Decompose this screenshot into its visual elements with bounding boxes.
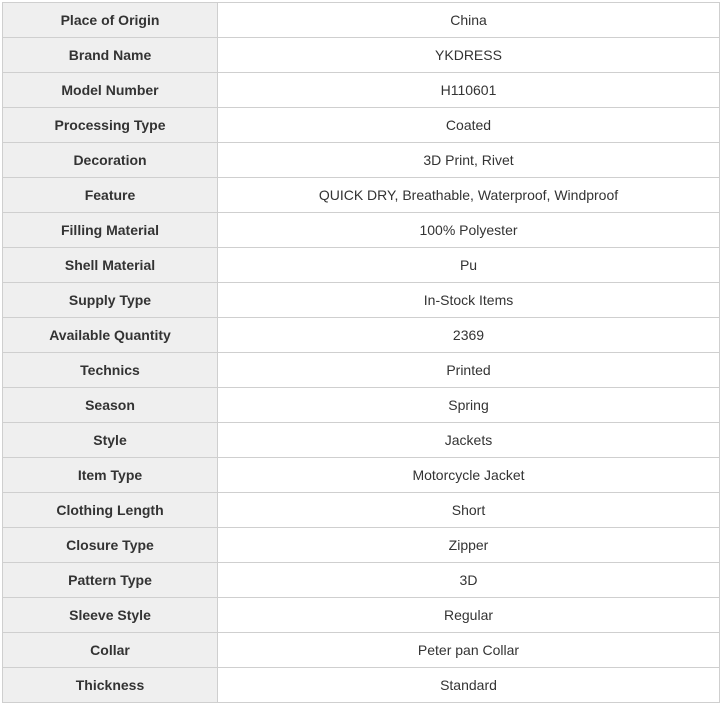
spec-table-body (3, 3, 720, 703)
table-row (3, 108, 720, 143)
spec-value: Pu (218, 248, 720, 283)
spec-value: Standard (218, 668, 720, 703)
spec-label: Thickness (3, 668, 218, 703)
spec-label: Pattern Type (3, 563, 218, 598)
table-row (3, 668, 720, 703)
table-row (3, 493, 720, 528)
spec-label: Processing Type (3, 108, 218, 143)
spec-label: Clothing Length (3, 493, 218, 528)
table-row (3, 213, 720, 248)
spec-label: Feature (3, 178, 218, 213)
spec-value: 3D Print, Rivet (218, 143, 720, 178)
spec-label: Decoration (3, 143, 218, 178)
spec-value: Jackets (218, 423, 720, 458)
table-row (3, 598, 720, 633)
spec-label: Closure Type (3, 528, 218, 563)
spec-value: Zipper (218, 528, 720, 563)
table-row (3, 423, 720, 458)
spec-label: Supply Type (3, 283, 218, 318)
spec-label: Brand Name (3, 38, 218, 73)
table-row (3, 318, 720, 353)
spec-value: QUICK DRY, Breathable, Waterproof, Windproof (218, 178, 720, 213)
spec-value: Short (218, 493, 720, 528)
spec-label: Available Quantity (3, 318, 218, 353)
table-row (3, 633, 720, 668)
spec-label: Season (3, 388, 218, 423)
spec-label: Technics (3, 353, 218, 388)
spec-label: Model Number (3, 73, 218, 108)
table-row (3, 353, 720, 388)
table-row (3, 178, 720, 213)
spec-label: Collar (3, 633, 218, 668)
table-row (3, 3, 720, 38)
table-row (3, 283, 720, 318)
spec-label: Place of Origin (3, 3, 218, 38)
spec-label: Sleeve Style (3, 598, 218, 633)
table-row (3, 563, 720, 598)
spec-value: Motorcycle Jacket (218, 458, 720, 493)
spec-label: Style (3, 423, 218, 458)
spec-value: China (218, 3, 720, 38)
spec-value: Peter pan Collar (218, 633, 720, 668)
table-row (3, 38, 720, 73)
spec-value: Coated (218, 108, 720, 143)
table-row (3, 248, 720, 283)
table-row (3, 458, 720, 493)
spec-value: 2369 (218, 318, 720, 353)
table-row (3, 388, 720, 423)
spec-value: YKDRESS (218, 38, 720, 73)
spec-label: Shell Material (3, 248, 218, 283)
product-spec-table (2, 2, 720, 703)
table-row (3, 143, 720, 178)
spec-value: In-Stock Items (218, 283, 720, 318)
table-row (3, 73, 720, 108)
spec-value: 3D (218, 563, 720, 598)
spec-value: Regular (218, 598, 720, 633)
spec-label: Item Type (3, 458, 218, 493)
spec-label: Filling Material (3, 213, 218, 248)
spec-value: 100% Polyester (218, 213, 720, 248)
spec-value: Spring (218, 388, 720, 423)
spec-value: Printed (218, 353, 720, 388)
spec-value: H110601 (218, 73, 720, 108)
table-row (3, 528, 720, 563)
